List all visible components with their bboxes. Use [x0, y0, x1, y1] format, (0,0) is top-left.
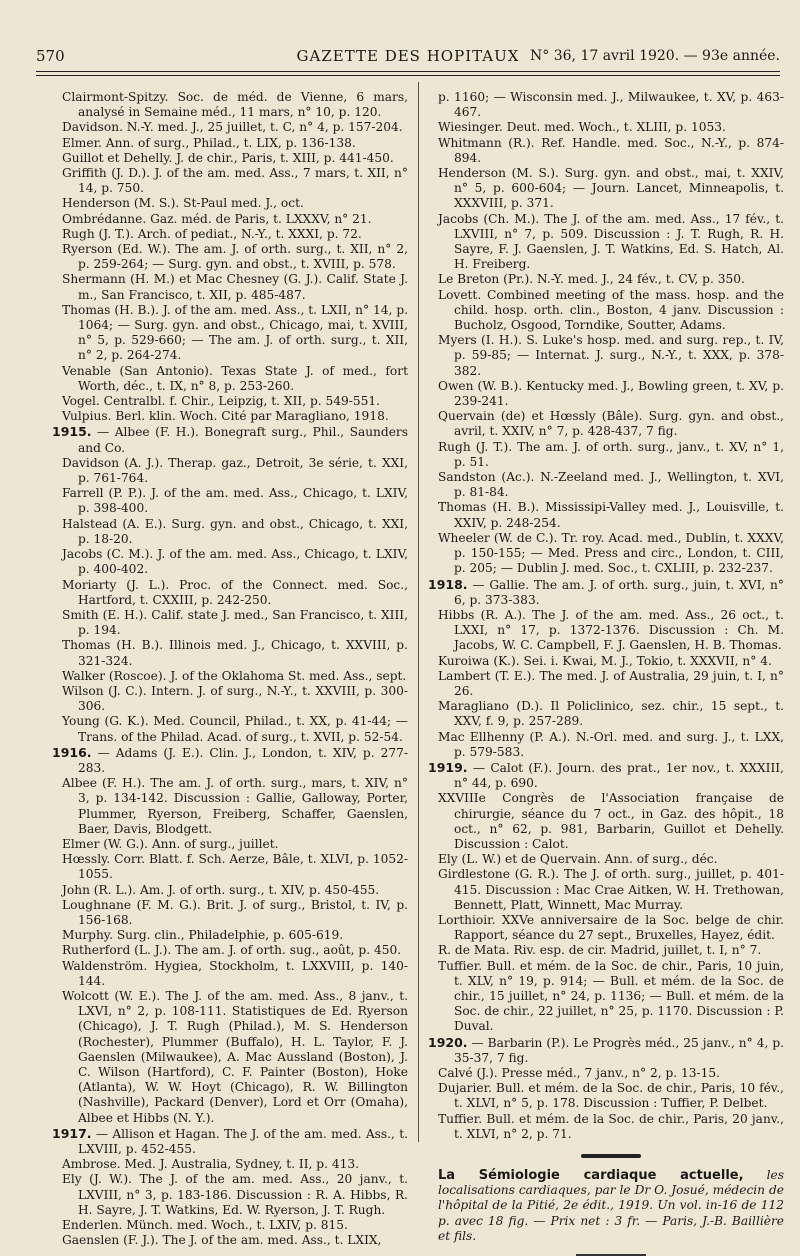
- book-notice: [438, 1168, 784, 1244]
- page-header: [36, 44, 780, 68]
- page-number: 570: [36, 47, 65, 65]
- bibliography-entry: Griffith (J. D.). J. of the am. med. Ass., 7 mars, t. XII, n° 14, p. 750.: [62, 166, 408, 196]
- year-marker: 1919.: [428, 759, 468, 775]
- bibliography-entry: Venable (San Antonio). Texas State J. of med., fort Worth, déc., t. IX, n° 8, p. 253-260.: [62, 363, 408, 393]
- bibliography-entry: R. de Mata. Riv. esp. de cir. Madrid, juillet, t. I, n° 7.: [438, 943, 762, 958]
- section-divider: [581, 1154, 641, 1158]
- year-marker: 1918.: [428, 576, 468, 592]
- bibliography-entry: Wiesinger. Deut. med. Woch., t. XLIII, p. 1053.: [438, 120, 726, 135]
- bibliography-entry: Ryerson (Ed. W.). The am. J. of orth. surg., t. XII, n° 2, p. 259-264; — Surg. gyn. and obst., t. XVIII, p. 578.: [62, 242, 408, 272]
- bibliography-entry: Elmer (W. G.). Ann. of surg., juillet.: [62, 836, 279, 851]
- bibliography-entry: Thomas (H. B.). J. of the am. med. Ass., t. LXII, n° 14, p. 1064; — Surg. gyn. and obst., Chicago, mai, t. XVIII, n° 5, p. 529-660; — The am. J. of orth. surg., t. XII, n° 2, p. 264-274.: [62, 302, 408, 363]
- bibliography-entry: p. 1160; — Wisconsin med. J., Milwaukee, t. XV, p. 463-467.: [438, 90, 784, 120]
- bibliography-entry: Elmer. Ann. of surg., Philad., t. LIX, p. 136-138.: [62, 135, 356, 150]
- bibliography-entry: Davidson. N.-Y. med. J., 25 juillet, t. C, n° 4, p. 157-204.: [62, 120, 403, 135]
- bibliography-entry: Farrell (P. P.). J. of the am. med. Ass., Chicago, t. LXIV, p. 398-400.: [62, 486, 408, 516]
- bibliography-entry: Whitmann (R.). Ref. Handle. med. Soc., N.-Y., p. 874-894.: [438, 135, 784, 165]
- bibliography-entry: Myers (I. H.). S. Luke's hosp. med. and surg. rep., t. IV, p. 59-85; — Internat. J. surg., N.-Y., t. XXX, p. 378-382.: [438, 333, 784, 378]
- bibliography-entry: Enderlen. Münch. med. Woch., t. LXIV, p. 815.: [62, 1218, 348, 1233]
- bibliography-entry: Dujarier. Bull. et mém. de la Soc. de chir., Paris, 10 fév., t. XLVI, n° 5, p. 178. Discussion : Tuffier, P. Delbet.: [438, 1081, 784, 1111]
- bibliography-entry: Vogel. Centralbl. f. Chir., Leipzig, t. XII, p. 549-551.: [62, 394, 381, 409]
- bibliography-entry: Halstead (A. E.). Surg. gyn. and obst., Chicago, t. XXI, p. 18-20.: [62, 516, 408, 546]
- book-title: La Sémiologie cardiaque actuelle,: [438, 1168, 744, 1184]
- bibliography-entry: Wilson (J. C.). Intern. J. of surg., N.-Y., t. XXVIII, p. 300-306.: [62, 683, 408, 714]
- bibliography-entry: 1918. — Gallie. The am. J. of orth. surg., juin, t. XVI, n° 6, p. 373-383.: [428, 576, 784, 607]
- bibliography-entry: Thomas (H. B.). Mississipi-Valley med. J., Louisville, t. XXIV, p. 248-254.: [438, 500, 784, 530]
- bibliography-entry: Rutherford (L. J.). The am. J. of orth. sug., août, p. 450.: [62, 943, 402, 958]
- bibliography-entry: Guillot et Dehelly. J. de chir., Paris, t. XIII, p. 441-450.: [62, 150, 394, 165]
- bibliography-entry: John (R. L.). Am. J. of orth. surg., t. XIV, p. 450-455.: [62, 882, 380, 897]
- bibliography-entry: Jacobs (Ch. M.). The J. of the am. med. Ass., 17 fév., t. LXVIII, n° 7, p. 509. Discussion : J. T. Rugh, R. H. Sayre, F. J. Gaenslen, J. T. Watkins, Ed. S. Hatch, Al. H. Freiberg.: [438, 211, 784, 272]
- bibliography-entry: Walker (Roscoe). J. of the Oklahoma St. med. Ass., sept.: [62, 668, 407, 683]
- bibliography-entry: XXVIIIe Congrès de l'Association française de chirurgie, séance du 7 oct., in Gaz. des hôpit., 18 oct., n° 62, p. 981, Barbarin, Guillot et Dehelly. Discussion : Calot.: [438, 791, 784, 851]
- bibliography-entry: Shermann (H. M.) et Mac Chesney (G. J.). Calif. State J. m., San Francisco, t. XII, p. 485-487.: [62, 272, 408, 302]
- bibliography-entry: Loughnane (F. M. G.). Brit. J. of surg., Bristol, t. IV, p. 156-168.: [62, 897, 408, 927]
- bibliography-entry: Wheeler (W. de C.). Tr. roy. Acad. med., Dublin, t. XXXV, p. 150-155; — Med. Press and circ., London, t. CIII, p. 205; — Dublin J. med. Soc., t. CXLIII, p. 232-237.: [438, 530, 784, 576]
- bibliography-entry: 1919. — Calot (F.). Journ. des prat., 1er nov., t. XXXIII, n° 44, p. 690.: [428, 759, 784, 791]
- bibliography-entry: 1915. — Albee (F. H.). Bonegraft surg., Phil., Saunders and Co.: [52, 424, 408, 455]
- bibliography-entry: Vulpius. Berl. klin. Woch. Cité par Maragliano, 1918.: [62, 409, 389, 424]
- bibliography-entry: Henderson (M. S.). Surg. gyn. and obst., mai, t. XXIV, n° 5, p. 600-604; — Journ. Lancet, Minneapolis, t. XXXVIII, p. 371.: [438, 166, 784, 211]
- left-column: [52, 90, 408, 1248]
- bibliography-entry: Ambrose. Med. J. Australia, Sydney, t. II, p. 413.: [62, 1157, 359, 1172]
- year-marker: 1916.: [52, 744, 92, 760]
- bibliography-entry: 1917. — Allison et Hagan. The J. of the am. med. Ass., t. LXVIII, p. 452-455.: [52, 1125, 408, 1157]
- bibliography-entry: Tuffier. Bull. et mém. de la Soc. de chir., Paris, 10 juin, t. XLV, n° 19, p. 914; — Bull. et mém. de la Soc. de chir., 15 juillet, n° 24, p. 1136; — Bull. et mém. de la Soc. de chir., 22 juillet, n° 25, p. 1170. Discussion : P. Duval.: [438, 958, 784, 1034]
- year-marker: 1915.: [52, 424, 92, 440]
- bibliography-entry: Quervain (de) et Hœssly (Bâle). Surg. gyn. and obst., avril, t. XXIV, n° 7, p. 428-437, 7 fig.: [438, 409, 784, 439]
- bibliography-entry: Young (G. K.). Med. Council, Philad., t. XX, p. 41-44; — Trans. of the Philad. Acad. of surg., t. XVII, p. 52-54.: [62, 714, 408, 744]
- bibliography-entry: Maragliano (D.). Il Policlinico, sez. chir., 15 sept., t. XXV, f. 9, p. 257-289.: [438, 699, 784, 729]
- book-body: les localisations cardiaques, par le Dr O. Josué, médecin de l'hôpital de la Pitié, 2e édit., 1919. Un vol. in-16 de 112 p. avec 18 fig. — Prix net : 3 fr. — Paris, J.-B. Baillière et fils.: [438, 1168, 784, 1243]
- bibliography-entry: Sandston (Ac.). N.-Zeeland med. J., Wellington, t. XVI, p. 81-84.: [438, 470, 784, 500]
- bibliography-entry: Lorthioir. XXVe anniversaire de la Soc. belge de chir. Rapport, séance du 27 sept., Bruxelles, Hayez, édit.: [438, 912, 784, 943]
- bibliography-entry: Gaenslen (F. J.). The J. of the am. med. Ass., t. LXIX,: [62, 1233, 382, 1248]
- journal-title: GAZETTE DES HOPITAUX: [296, 47, 520, 65]
- bibliography-entry: Lovett. Combined meeting of the mass. hosp. and the child. hosp. orth. clin., Boston, 4 janv. Discussion : Bucholz, Osgood, Torndike, Soutter, Adams.: [438, 287, 784, 333]
- bibliography-entry: Hibbs (R. A.). The J. of the am. med. Ass., 26 oct., t. LXXI, n° 17, p. 1372-1376. Discussion : Ch. M. Jacobs, W. C. Campbell, F. J. Gaenslen, H. B. Thomas.: [438, 607, 784, 653]
- bibliography-entry: Tuffier. Bull. et mém. de la Soc. de chir., Paris, 20 janv., t. XLVI, n° 2, p. 71.: [438, 1111, 784, 1141]
- bibliography-entry: Le Breton (Pr.). N.-Y. med. J., 24 fév., t. CV, p. 350.: [438, 272, 745, 287]
- year-marker: 1917.: [52, 1125, 92, 1141]
- bibliography-entry: Jacobs (C. M.). J. of the am. med. Ass., Chicago, t. LXIV, p. 400-402.: [62, 547, 408, 577]
- bibliography-entry: Clairmont-Spitzy. Soc. de méd. de Vienne, 6 mars, analysé in Semaine méd., 11 mars, n° 10, p. 120.: [62, 90, 408, 120]
- year-marker: 1920.: [428, 1034, 468, 1050]
- bibliography-entry: 1916. — Adams (J. E.). Clin. J., London, t. XIV, p. 277-283.: [52, 744, 408, 775]
- header-rule-bottom: [36, 75, 780, 76]
- right-entries: [428, 90, 784, 1142]
- header-rule-top: [36, 71, 780, 72]
- bibliography-entry: Henderson (M. S.). St-Paul med. J., oct.: [62, 196, 304, 211]
- issue-info: N° 36, 17 avril 1920. — 93e année.: [530, 48, 780, 64]
- bibliography-entry: Girdlestone (G. R.). The J. of orth. surg., juillet, p. 401-415. Discussion : Mac Crae Aitken, W. H. Trethowan, Bennett, Platt, Winnett, Mac Murray.: [438, 867, 784, 912]
- bibliography-entry: Kuroiwa (K.). Sei. i. Kwai, M. J., Tokio, t. XXXVII, n° 4.: [438, 653, 772, 668]
- bibliography-entry: Davidson (A. J.). Therap. gaz., Detroit, 3e série, t. XXI, p. 761-764.: [62, 455, 408, 486]
- bibliography-entry: Ombrédanne. Gaz. méd. de Paris, t. LXXXV, n° 21.: [62, 211, 372, 226]
- right-column: [428, 90, 784, 1256]
- bibliography-entry: Rugh (J. T.). The am. J. of orth. surg., janv., t. XV, n° 1, p. 51.: [438, 439, 784, 469]
- bibliography-entry: Mac Ellhenny (P. A.). N.-Orl. med. and surg. J., t. LXX, p. 579-583.: [438, 729, 784, 759]
- bibliography-entry: Albee (F. H.). The am. J. of orth. surg., mars, t. XIV, n° 3, p. 134-142. Discussion : Gallie, Galloway, Porter, Plummer, Ryerson, Freiberg, Schaffer, Gaenslen, Baer, Davis, Blodgett.: [62, 776, 408, 836]
- bibliography-entry: Hœssly. Corr. Blatt. f. Sch. Aerze, Bâle, t. XLVI, p. 1052-1055.: [62, 852, 408, 882]
- bibliography-entry: Ely (L. W.) et de Quervain. Ann. of surg., déc.: [438, 852, 718, 867]
- bibliography-entry: Rugh (J. T.). Arch. of pediat., N.-Y., t. XXXI, p. 72.: [62, 226, 362, 241]
- bibliography-entry: 1920. — Barbarin (P.). Le Progrès méd., 25 janv., n° 4, p. 35-37, 7 fig.: [428, 1034, 784, 1065]
- bibliography-entry: Smith (E. H.). Calif. state J. med., San Francisco, t. XIII, p. 194.: [62, 607, 408, 638]
- bibliography-entry: Murphy. Surg. clin., Philadelphie, p. 605-619.: [62, 928, 344, 943]
- bibliography-entry: Wolcott (W. E.). The J. of the am. med. Ass., 8 janv., t. LXVI, n° 2, p. 108-111. Statistiques de Ed. Ryerson (Chicago), J. T. Rugh (Philad.), M. S. Henderson (Rochester), Plummer (Buffalo), H. L. Taylor, F. J. Gaenslen (Milwaukee), A. Mac Aussland (Boston), J. C. Wilson (Hartford), C. F. Painter (Boston), Hoke (Atlanta), W. W. Hoyt (Chicago), R. W. Billington (Nashville), Packard (Denver), Lord et Orr (Omaha), Albee et Hibbs (N. Y.).: [62, 988, 408, 1125]
- bibliography-entry: Ely (J. W.). The J. of the am. med. Ass., 20 janv., t. LXVIII, n° 3, p. 183-186. Discussion : R. A. Hibbs, R. H. Sayre, J. T. Watkins, Ed. W. Ryerson, J. T. Rugh.: [62, 1172, 408, 1217]
- column-separator: [418, 82, 419, 1142]
- bibliography-entry: Calvé (J.). Presse méd., 7 janv., n° 2, p. 13-15.: [438, 1066, 721, 1080]
- bibliography-entry: Thomas (H. B.). Illinois med. J., Chicago, t. XXVIII, p. 321-324.: [62, 638, 408, 668]
- bibliography-entry: Moriarty (J. L.). Proc. of the Connect. med. Soc., Hartford, t. CXXIII, p. 242-250.: [62, 577, 408, 607]
- bibliography-entry: Lambert (T. E.). The med. J. of Australia, 29 juin, t. I, n° 26.: [438, 668, 784, 698]
- bibliography-entry: Owen (W. B.). Kentucky med. J., Bowling green, t. XV, p. 239-241.: [438, 378, 784, 409]
- bibliography-entry: Waldenström. Hygiea, Stockholm, t. LXXVIII, p. 140-144.: [62, 958, 408, 988]
